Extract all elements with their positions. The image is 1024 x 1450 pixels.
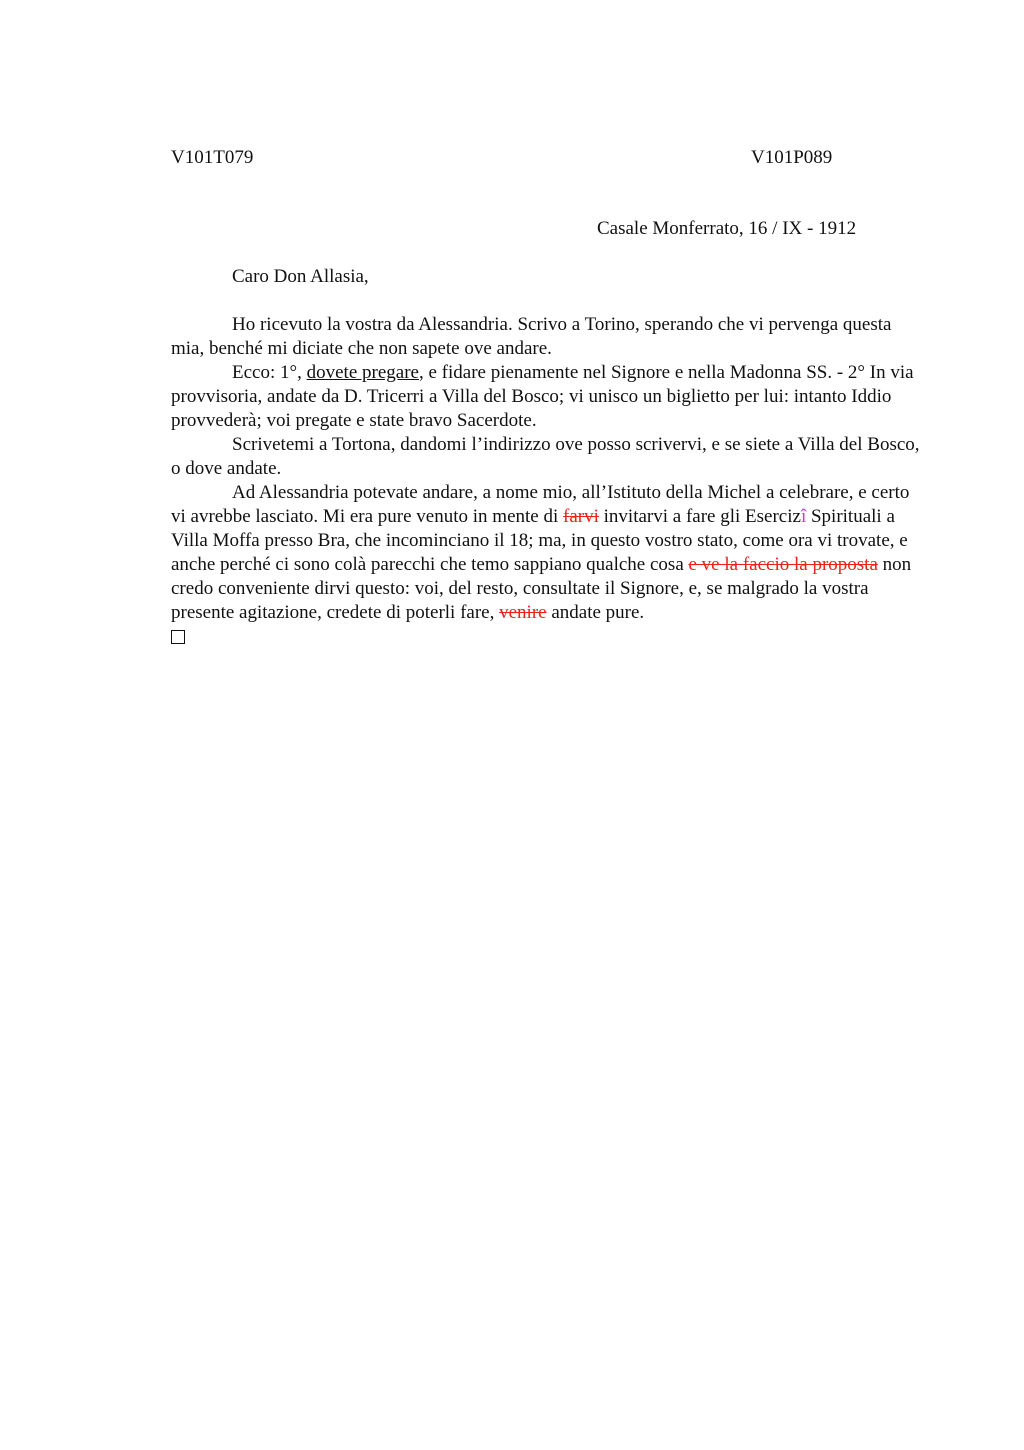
paragraph-3: Scrivetemi a Tortona, dandomi l’indirizzo ove posso scrivervi, e se siete a Villa del Bosco, o dove andate. [171, 434, 920, 479]
document-code-left: V101T079 [171, 147, 254, 168]
inserted-character: î [800, 506, 807, 527]
paragraph-2-text-start: Ecco: 1°, [232, 362, 307, 383]
paragraph-4-text-1: Ad Alessandria potevate andare, a nome mio, all’Istituto della Michel a celebrare, e certo vi avrebbe lasciato. Mi era pure venuto in mente di [171, 482, 910, 527]
paragraph-4 [171, 481, 926, 625]
deleted-word-venire: venire [499, 602, 547, 623]
paragraph-4-text-3: Spirituali a Villa Moffa presso Bra, che incominciano il 18; ma, in questo vostro stato, come ora vi trovate, e anche perché ci sono colà parecchi che temo sappiano qualche cosa [171, 506, 908, 575]
deleted-word-farvi: farvi [563, 506, 599, 527]
paragraph-4-text-2: invitarvi a fare gli Eserciz [598, 506, 801, 527]
document-code-right: V101P089 [751, 147, 833, 168]
letter-body [171, 313, 926, 644]
paragraph-4-text-5: andate pure. [546, 602, 645, 623]
dateline: Casale Monferrato, 16 / IX - 1912 [597, 218, 857, 239]
paragraph-4-text-4: non credo conveniente dirvi questo: voi, del resto, consultate il Signore, e, se malgrado la vostra presente agitazione, credete di poterli fare, [171, 554, 912, 623]
paragraph-2 [171, 361, 926, 433]
deleted-phrase-proposta: e ve la faccio la proposta [688, 554, 878, 575]
salutation: Caro Don Allasia, [232, 266, 369, 287]
paragraph-1: Ho ricevuto la vostra da Alessandria. Scrivo a Torino, sperando che vi pervenga questa mia, benché mi diciate che non sapete ove andare. [171, 314, 892, 359]
underlined-phrase: dovete pregare [306, 362, 419, 383]
paragraph-2-text-end: , e fidare pienamente nel Signore e nella Madonna SS. - 2° In via provvisoria, andate da D. Tricerri a Villa del Bosco; vi unisco un biglietto per lui: intanto Iddio provvederà; voi pregate e state bravo Sacerdote. [171, 362, 914, 431]
end-of-text-box-icon [171, 630, 185, 644]
